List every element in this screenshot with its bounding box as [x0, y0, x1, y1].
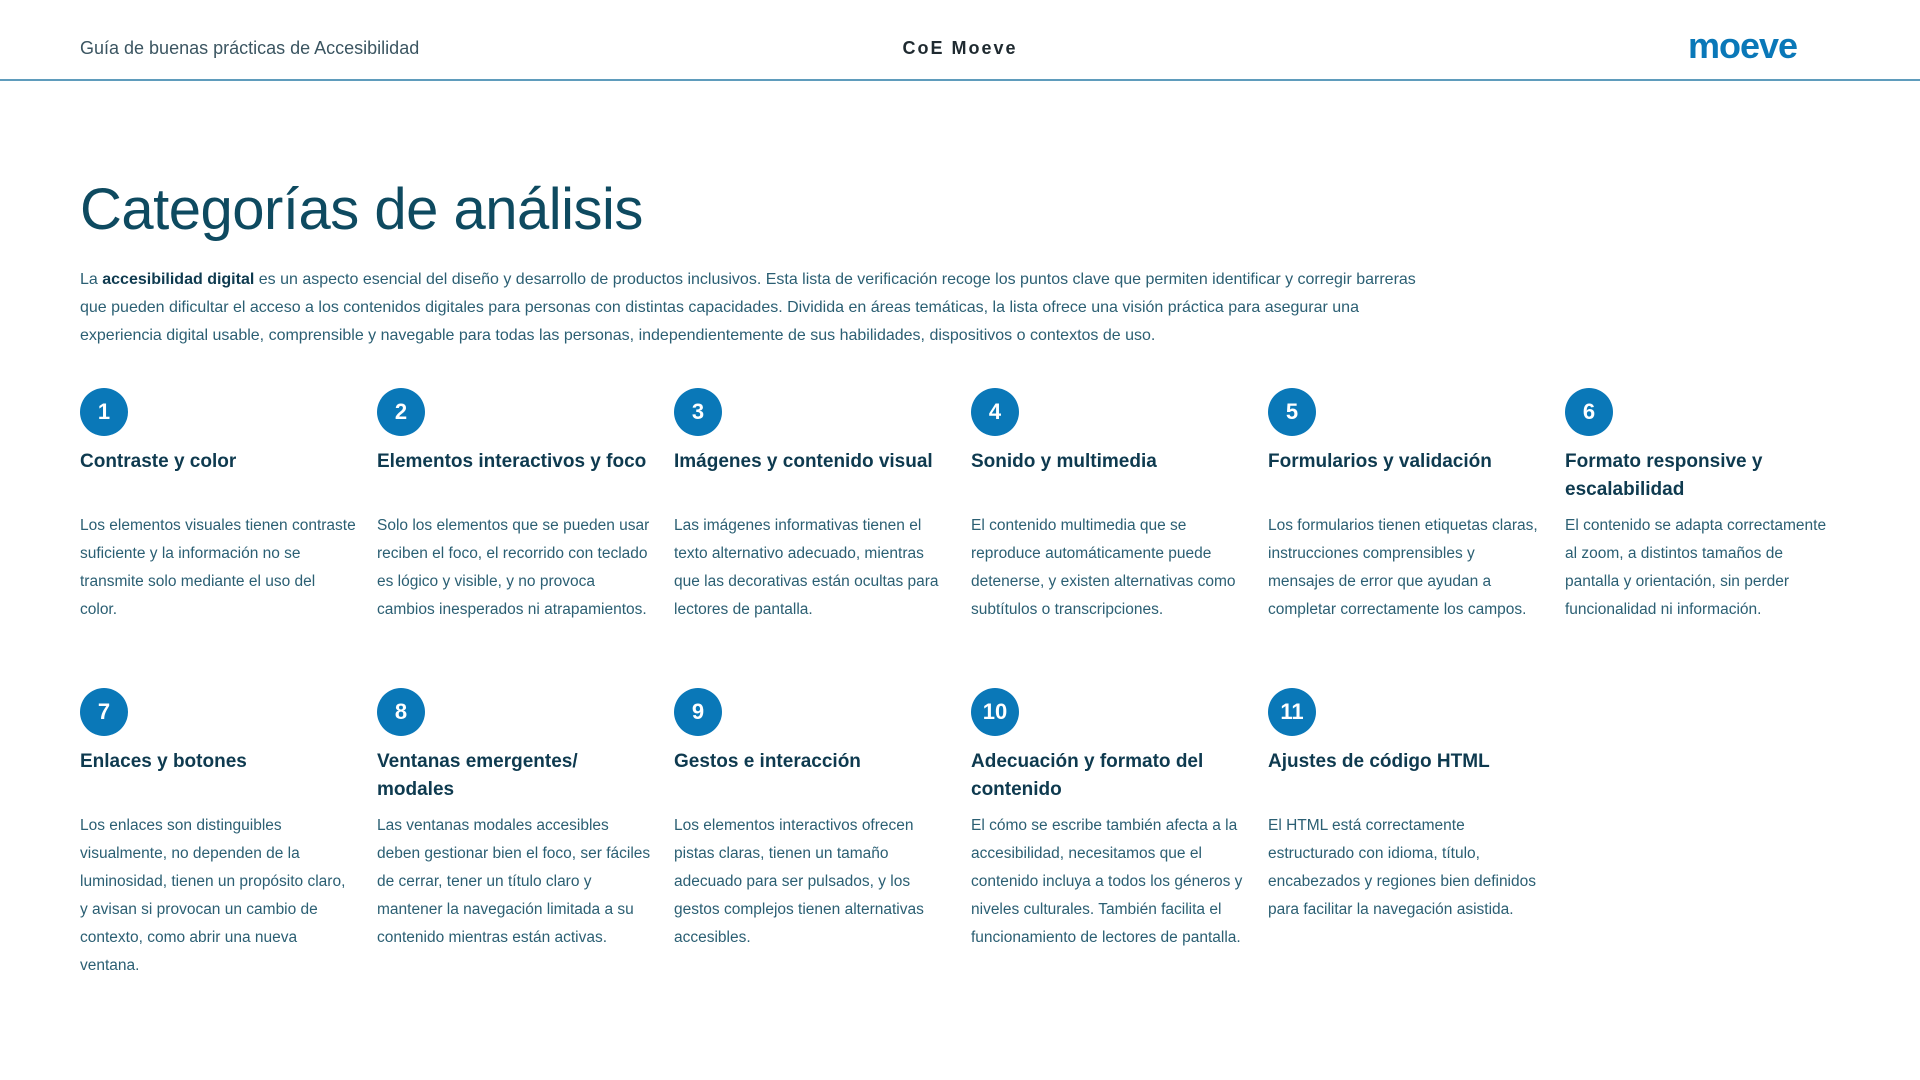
- category-number-badge: 1: [80, 388, 128, 436]
- category-card: [80, 388, 356, 624]
- category-card: [377, 688, 653, 952]
- category-card: [80, 688, 356, 980]
- category-number-badge: 11: [1268, 688, 1316, 736]
- page-title: Categorías de análisis: [80, 177, 643, 242]
- category-description: Las ventanas modales accesibles deben gestionar bien el foco, ser fáciles de cerrar, tener un título claro y mantener la navegación limitada a su contenido mientras están activas.: [377, 817, 651, 946]
- category-card: [1268, 688, 1544, 924]
- category-card: [1565, 388, 1841, 624]
- intro-paragraph: [80, 266, 1420, 350]
- category-title: Sonido y multimedia: [971, 451, 1157, 472]
- category-description: Los elementos visuales tienen contraste suficiente y la información no se transmite solo mediante el uso del color.: [80, 517, 356, 618]
- category-title: Elementos interactivos y foco: [377, 451, 647, 472]
- coe-label: CoE Moeve: [902, 38, 1018, 58]
- category-description: El contenido multimedia que se reproduce automáticamente puede detenerse, y existen alternativas como subtítulos o transcripciones.: [971, 517, 1236, 618]
- intro-before: La: [80, 271, 103, 288]
- category-number-badge: 5: [1268, 388, 1316, 436]
- top-header: [0, 0, 1920, 81]
- category-description: Los elementos interactivos ofrecen pistas claras, tienen un tamaño adecuado para ser pulsados, y los gestos complejos tienen alternativas accesibles.: [674, 817, 924, 946]
- category-description: Solo los elementos que se pueden usar reciben el foco, el recorrido con teclado es lógico y visible, y no provoca cambios inesperados ni atrapamientos.: [377, 517, 650, 618]
- category-title: Ajustes de código HTML: [1268, 751, 1490, 772]
- category-title: Imágenes y contenido visual: [674, 451, 933, 472]
- category-card: [1268, 388, 1544, 624]
- category-card: [674, 688, 950, 952]
- category-number-badge: 6: [1565, 388, 1613, 436]
- category-title: Formularios y validación: [1268, 451, 1492, 472]
- category-title: Ventanas emergentes/ modales: [377, 751, 578, 800]
- category-number-badge: 7: [80, 688, 128, 736]
- category-description: El HTML está correctamente estructurado con idioma, título, encabezados y regiones bien definidos para facilitar la navegación asistida.: [1268, 817, 1536, 918]
- category-card: [377, 388, 653, 624]
- category-description: Los formularios tienen etiquetas claras, instrucciones comprensibles y mensajes de error que ayudan a completar correctamente los campos.: [1268, 517, 1538, 618]
- category-number-badge: 10: [971, 688, 1019, 736]
- category-title: Gestos e interacción: [674, 751, 861, 772]
- category-number-badge: 2: [377, 388, 425, 436]
- category-title: Contraste y color: [80, 451, 237, 472]
- category-card: [674, 388, 950, 624]
- category-number-badge: 4: [971, 388, 1019, 436]
- category-number-badge: 9: [674, 688, 722, 736]
- category-number-badge: 3: [674, 388, 722, 436]
- category-number-badge: 8: [377, 688, 425, 736]
- logo-wordmark: moeve: [1688, 30, 1798, 64]
- document-title: Guía de buenas prácticas de Accesibilidad: [80, 38, 420, 58]
- category-title: Adecuación y formato del contenido: [971, 751, 1204, 800]
- category-description: Las imágenes informativas tienen el texto alternativo adecuado, mientras que las decorativas están ocultas para lectores de pantalla.: [674, 517, 939, 618]
- category-title: Formato responsive y escalabilidad: [1565, 451, 1763, 500]
- category-title: Enlaces y botones: [80, 751, 247, 772]
- category-card: [971, 688, 1247, 952]
- category-description: El cómo se escribe también afecta a la accesibilidad, necesitamos que el contenido incluya a todos los géneros y niveles culturales. También facilita el funcionamiento de lectores de pantalla.: [971, 817, 1243, 946]
- intro-emphasis: accesibilidad digital: [102, 271, 255, 288]
- moeve-logo: [1688, 30, 1840, 64]
- category-description: Los enlaces son distinguibles visualmente, no dependen de la luminosidad, tienen un propósito claro, y avisan si provocan un cambio de contexto, como abrir una nueva ventana.: [80, 817, 346, 974]
- category-description: El contenido se adapta correctamente al zoom, a distintos tamaños de pantalla y orientación, sin perder funcionalidad ni información.: [1565, 517, 1827, 618]
- category-card: [971, 388, 1247, 624]
- intro-after: es un aspecto esencial del diseño y desarrollo de productos inclusivos. Esta lista de verificación recoge los puntos clave que permiten identificar y corregir barreras que pueden dificultar el acceso a los contenidos digitales para personas con distintas capacidades. Dividida en áreas temáticas, la lista ofrece una visión práctica para asegurar una experiencia digital usable, comprensible y navegable para todas las personas, independientemente de sus habilidades, dispositivos o contextos de uso.: [80, 271, 1416, 344]
